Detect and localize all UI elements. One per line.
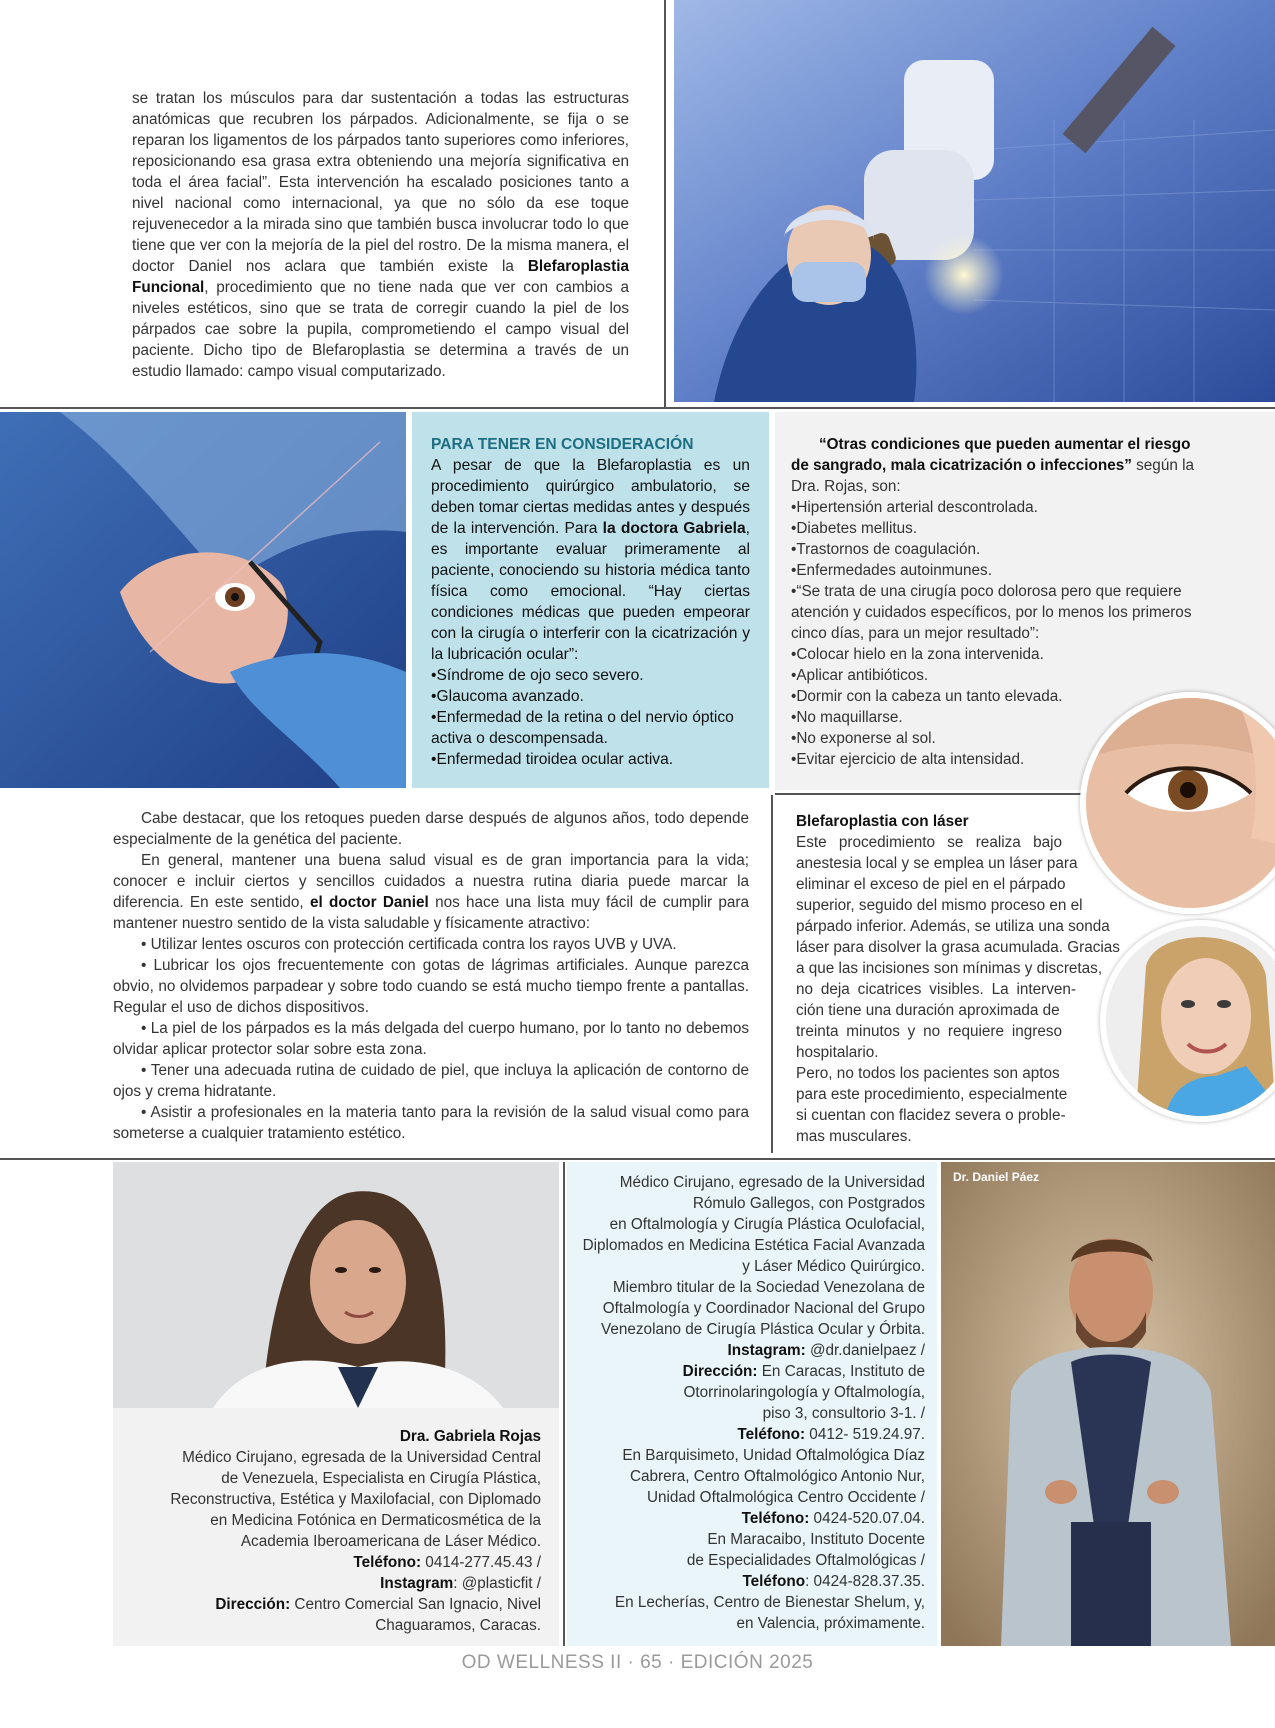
daniel-bio-line: Miembro titular de la Sociedad Venezolana de	[612, 1279, 925, 1296]
gabriela-name: Dra. Gabriela Rojas	[399, 1428, 541, 1445]
page-footer: OD WELLNESS II · 65 · EDICIÓN 2025	[461, 1652, 814, 1673]
laser-line: si cuentan con flacidez severa o proble-	[796, 1107, 1066, 1124]
list-item: • No maquillarse.	[791, 707, 1205, 728]
section-divider-3	[0, 1158, 1275, 1160]
laser-line: no deja cicatrices visibles. La interven-	[796, 981, 1076, 998]
list-item: • Dormir con la cabeza un tanto elevada.	[791, 686, 1205, 707]
list-item: • Trastornos de coagulación.	[791, 539, 1205, 560]
list-item: • Asistir a profesionales en la materia tanto para la revisión de la salud visual como para someterse a cualquier tratamiento estético.	[113, 1104, 749, 1142]
gabriela-bio-line: de Venezuela, Especialista en Cirugía Plástica,	[221, 1470, 541, 1487]
retoques-p2: En general, mantener una buena salud visual es de gran importancia para la vida; conocer e incluir ciertos y sencillos cuidados a nuestra rutina diaria puede marcar la diferencia. En este sentido, el doctor Daniel nos hace una lista muy fácil de cumplir para mantener nuestro sentido de la vista saludable y físicamente atractivo:	[113, 852, 750, 932]
laser-line: treinta minutos y no requiere ingreso	[796, 1023, 1062, 1040]
list-item: • Enfermedad de la retina o del nervio óptico activa o descompensada.	[431, 707, 750, 749]
list-item: • Tener una adecuada rutina de cuidado de piel, que incluya la aplicación de contorno de ojos y crema hidratante.	[113, 1062, 749, 1100]
list-item: • Hipertensión arterial descontrolada.	[791, 497, 1205, 518]
laser-line: Este procedimiento se realiza bajo	[796, 834, 1062, 851]
laser-line: superior, seguido del mismo proceso en el	[796, 897, 1083, 914]
daniel-address-line: en Valencia, próximamente.	[736, 1615, 925, 1632]
gabriela-bio	[130, 1426, 541, 1636]
daniel-paez-photo	[941, 1162, 1275, 1646]
section-divider-2	[775, 793, 1090, 795]
daniel-bio-line: Rómulo Gallegos, con Postgrados	[692, 1195, 925, 1212]
woman-face-circle-photo	[1100, 920, 1275, 1122]
list-item: • Glaucoma avanzado.	[431, 686, 750, 707]
daniel-phone: Teléfono: 0424-828.37.35.	[742, 1573, 925, 1590]
daniel-address-line: de Especialidades Oftalmológicas /	[686, 1552, 925, 1569]
daniel-address-line: Cabrera, Centro Oftalmológico Antonio Nur,	[629, 1468, 925, 1485]
list-item: • “Se trata de una cirugía poco dolorosa pero que requiere atención y cuidados específicos, por lo menos los primeros cinco días, para un mejor resultado”:	[791, 581, 1205, 644]
daniel-address-line: piso 3, consultorio 3-1. /	[762, 1405, 925, 1422]
daniel-bio-line: y Láser Médico Quirúrgico.	[742, 1258, 925, 1275]
retoques-content	[113, 808, 749, 1144]
column-divider-2	[771, 795, 773, 1153]
gabriela-bio-line: Reconstructiva, Estética y Maxilofacial, con Diplomado	[170, 1491, 541, 1508]
laser-content	[796, 811, 1126, 1147]
gabriela-instagram: Instagram: @plasticfit /	[380, 1575, 541, 1592]
laser-line: eliminar el exceso de piel en el párpado	[796, 876, 1066, 893]
list-item: • Aplicar antibióticos.	[791, 665, 1205, 686]
intro-paragraph: se tratan los músculos para dar sustentación a todas las estructuras anatómicas que recubren los párpados. Adicionalmente, se fija o se reparan los ligamentos de los párpados tanto superiores como inferiores, reposicionando esa grasa extra obteniendo una mejoría significativa en toda el área facial”. Esta intervención ha escalado posiciones tanto a nivel nacional como internacional, ya que no sólo da ese toque rejuvenecedor a la mirada sino que también busca involucrar todo lo que tiene que ver con la mejoría de la piel del rostro. De la misma manera, el doctor Daniel nos aclara que también existe la Blefaroplastia Funcional, procedimiento que no tiene nada que ver con cambios a niveles estéticos, sino que se trata de corregir cuando la piel de los párpados cae sobre la pupila, comprometiendo el campo visual del paciente. Dicho tipo de Blefaroplastia se determina a través de un estudio llamado: campo visual computarizado.	[132, 90, 629, 380]
list-item: • Utilizar lentes oscuros con protección certificada contra los rayos UVB y UVA.	[141, 936, 677, 953]
daniel-photo-caption: Dr. Daniel Páez	[953, 1170, 1040, 1184]
list-item: • Colocar hielo en la zona intervenida.	[791, 644, 1205, 665]
list-item: • Diabetes mellitus.	[791, 518, 1205, 539]
consideration-list	[431, 665, 750, 770]
list-item: • No exponerse al sol.	[791, 728, 1205, 749]
laser-line: láser para disolver la grasa acumulada. Gracias	[796, 939, 1120, 956]
gabriela-bio-line: Médico Cirujano, egresada de la Universidad Central	[182, 1449, 541, 1466]
daniel-address-line: En Lecherías, Centro de Bienestar Shelum, y,	[614, 1594, 925, 1611]
list-item: • Enfermedad tiroidea ocular activa.	[431, 749, 750, 770]
daniel-address: Dirección: En Caracas, Instituto de	[682, 1363, 925, 1380]
daniel-bio-line: Venezolano de Cirugía Plástica Ocular y Órbita.	[601, 1321, 925, 1338]
gabriela-bio-line: Academia Iberoamericana de Láser Médico.	[240, 1533, 541, 1550]
gabriela-address-line: Chaguaramos, Caracas.	[375, 1617, 541, 1634]
list-item: • Síndrome de ojo seco severo.	[431, 665, 750, 686]
laser-line: mas musculares.	[796, 1128, 912, 1145]
laser-line: ción tiene una duración aproximada de	[796, 1002, 1060, 1019]
laser-line: párpado inferior. Además, se utiliza una sonda	[796, 918, 1110, 935]
daniel-instagram: Instagram: @dr.danielpaez /	[727, 1342, 925, 1359]
daniel-address-line: En Maracaibo, Instituto Docente	[707, 1531, 925, 1548]
list-item: • La piel de los párpados es la más delgada del cuerpo humano, por lo tanto no debemos olvidar aplicar protector solar sobre esta zona.	[113, 1020, 750, 1058]
consideration-paragraph: A pesar de que la Blefaroplastia es un procedimiento quirúrgico ambulatorio, se deben tomar ciertas medidas antes y después de la intervención. Para la doctora Gabriela, es importante evaluar primeramente al paciente, conociendo su historia médica tanto física como emocional. “Hay ciertas condiciones médicas que pueden empeorar con la cirugía o interferir con la cicatrización y la lubricación ocular”:	[431, 457, 750, 663]
gabriela-rojas-photo	[113, 1162, 559, 1408]
daniel-phone: Teléfono: 0412- 519.24.97.	[737, 1426, 925, 1443]
daniel-address-line: Unidad Oftalmológica Centro Occidente /	[646, 1489, 925, 1506]
laser-line: para este procedimiento, especialmente	[796, 1086, 1068, 1103]
daniel-address-line: Otorrinolaringología y Oftalmología,	[683, 1384, 925, 1401]
section-divider-1	[0, 407, 1275, 409]
daniel-bio-line: Oftalmología y Coordinador Nacional del Grupo	[602, 1300, 925, 1317]
daniel-address-line: En Barquisimeto, Unidad Oftalmológica Díaz	[622, 1447, 925, 1464]
daniel-bio-line: Diplomados en Medicina Estética Facial Avanzada	[582, 1237, 925, 1254]
column-divider	[664, 0, 666, 408]
laser-heading: Blefaroplastia con láser	[796, 813, 969, 830]
consideration-content	[431, 434, 750, 770]
conditions-intro: “Otras condiciones que pueden aumentar el riesgo de sangrado, mala cicatrización o infecciones” según la Dra. Rojas, son:	[791, 436, 1194, 495]
laser-line: hospitalario.	[796, 1044, 879, 1061]
daniel-bio-line: en Oftalmología y Cirugía Plástica Oculofacial,	[609, 1216, 925, 1233]
laser-line: a que las incisiones son mínimas y discretas,	[796, 960, 1103, 977]
gabriela-bio-line: en Medicina Fotónica en Dermaticosmética de la	[210, 1512, 541, 1529]
gabriela-phone: Teléfono: 0414-277.45.43 /	[353, 1554, 541, 1571]
consideration-heading: PARA TENER EN CONSIDERACIÓN	[431, 436, 694, 453]
daniel-phone: Teléfono: 0424-520.07.04.	[741, 1510, 925, 1527]
eye-surgery-photo	[0, 412, 406, 788]
laser-line: anestesia local y se emplea un láser para	[796, 855, 1078, 872]
list-item: • Enfermedades autoinmunes.	[791, 560, 1205, 581]
retoques-p1: Cabe destacar, que los retoques pueden darse después de algunos años, todo depende especialmente de la genética del paciente.	[113, 810, 749, 848]
daniel-bio	[575, 1172, 925, 1634]
column-divider-3	[563, 1162, 565, 1646]
surgeon-microscope-photo	[674, 0, 1275, 402]
list-item: • Lubricar los ojos frecuentemente con gotas de lágrimas artificiales. Aunque parezca obvio, no olvidemos parpadear y sobre todo cuando se está mucho tiempo frente a pantallas. Regular el uso de dichos dispositivos.	[113, 957, 749, 1016]
daniel-bio-line: Médico Cirujano, egresado de la Universidad	[619, 1174, 925, 1191]
laser-line: Pero, no todos los pacientes son aptos	[796, 1065, 1060, 1082]
gabriela-address: Dirección: Centro Comercial San Ignacio, Nivel	[215, 1596, 541, 1613]
list-item: • Evitar ejercicio de alta intensidad.	[791, 749, 1205, 770]
